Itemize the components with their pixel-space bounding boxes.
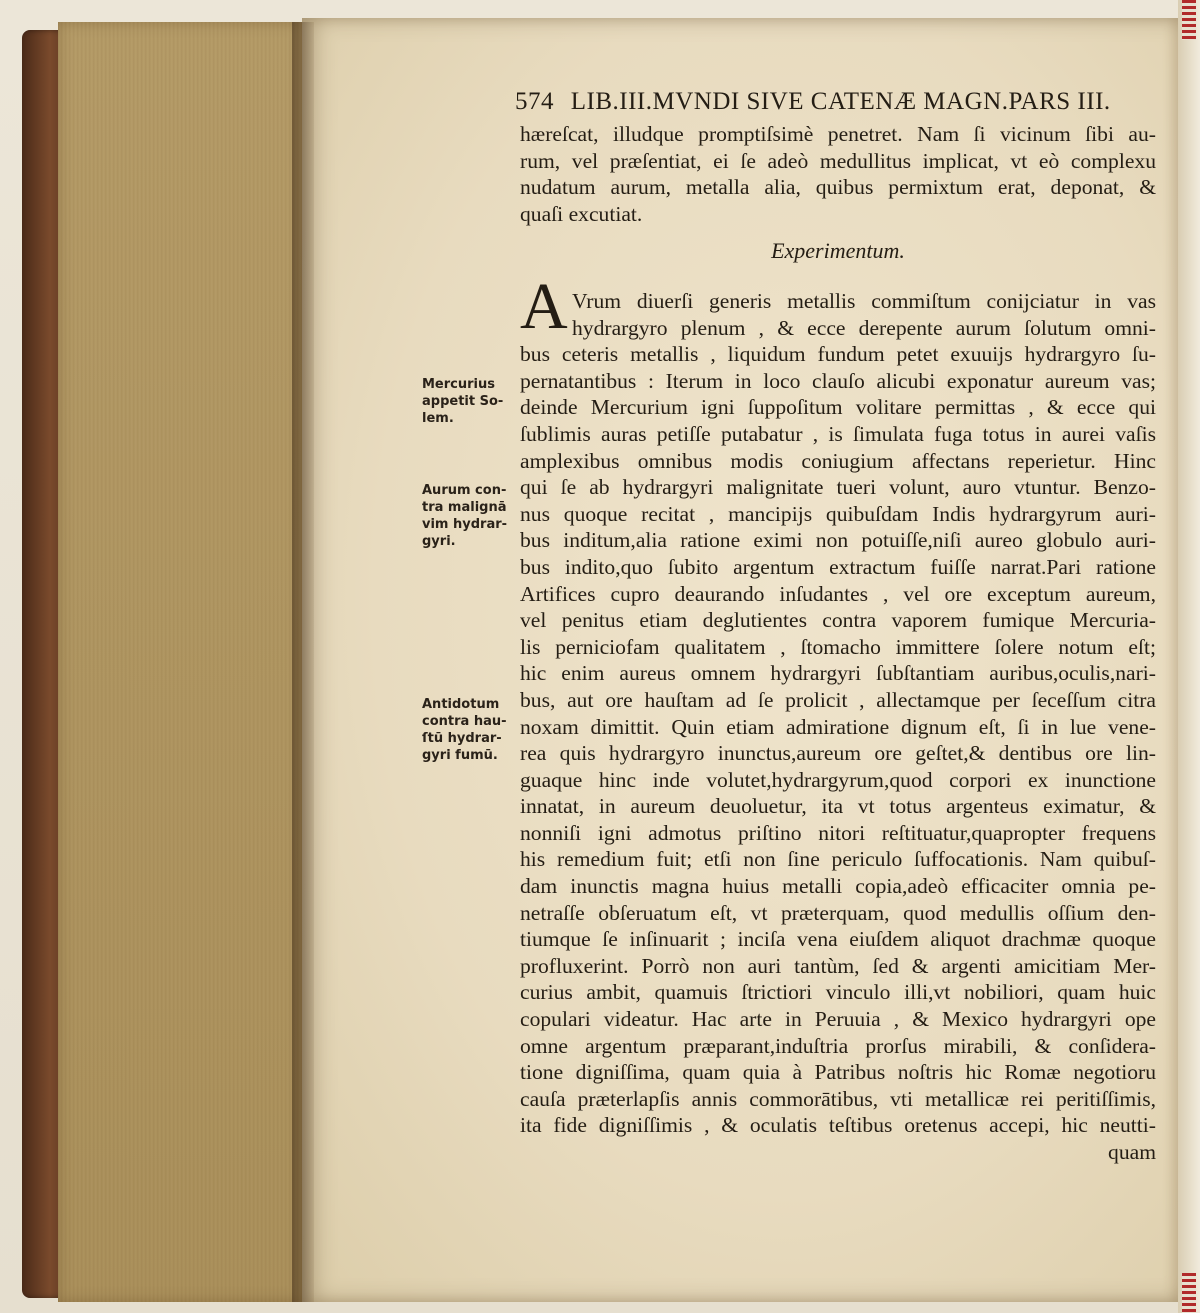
color-calibration-strip: [1182, 0, 1196, 40]
text-line: pernatantibus : Iterum in loco clauſo alicubi exponatur aureum vas;: [520, 368, 1156, 393]
text-line: rea quis hydrargyro inunctus,aureum ore geſtet,& dentibus ore lin-: [520, 741, 1156, 766]
margin-note-line: vim hydrar-: [422, 517, 508, 532]
page-edges: [58, 22, 303, 1302]
page-header: [515, 88, 1175, 116]
text-block-top: [520, 121, 1156, 227]
text-line: lis perniciofam qualitatem , ſtomacho immittere ſolere notum eſt;: [520, 634, 1156, 659]
text-line: curius ambit, quamuis ſtrictiori vinculo illi,vt nobiliori, quam huic: [520, 980, 1156, 1005]
text-block-main: [520, 288, 1156, 1166]
text-line: bus ceteris metallis , liquidum fundum petet exuuijs hydrargyro ſu-: [520, 342, 1156, 367]
margin-note-line: Antidotum: [422, 697, 500, 712]
text-line: omne argentum præparant,induſtria prorſus mirabili, & conſidera-: [520, 1033, 1156, 1058]
page-gutter: [292, 22, 314, 1302]
text-line: qui ſe ab hydrargyri malignitate tueri volunt, auro vtuntur. Benzo-: [520, 475, 1156, 500]
text-line: rum, vel præſentiat, ei ſe adeò medullitus implicat, vt eò complexu: [520, 148, 1156, 173]
text-line: hydrargyro plenum , & ecce derepente aurum ſolutum omni-: [572, 315, 1156, 340]
text-line: dam inunctis magna huius metalli copia,adeò efficaciter omnia pe-: [520, 874, 1156, 899]
text-line: quaſi excutiat.: [520, 201, 643, 226]
text-line: deinde Mercurium igni ſuppoſitum volitare permittas , & ecce qui: [520, 395, 1156, 420]
text-line: nus quoque recitat , mancipijs quibuſdam Indis hydrargyrum auri-: [520, 501, 1156, 526]
text-line: vel penitus etiam deglutientes contra vaporem fumique Mercuria-: [520, 608, 1156, 633]
margin-note: [422, 696, 518, 764]
color-calibration-strip-bottom: [1182, 1273, 1196, 1313]
text-line: Artifices cupro deaurando inſudantes , vel ore exceptum aureum,: [520, 581, 1156, 606]
text-line: tione digniſſima, quam quia à Patribus noſtris hic Romæ negotioru: [520, 1060, 1156, 1085]
margin-note-line: Mercurius: [422, 377, 495, 392]
text-line: cauſa præterlapſis annis commorātibus, vti metallicæ rei peritiſſimis,: [520, 1086, 1156, 1111]
text-line: his remedium fuit; etſi non ſine periculo ſuffocationis. Nam quibuſ-: [520, 847, 1156, 872]
text-line: amplexibus omnibus modis coniugium affectans reperietur. Hinc: [520, 448, 1156, 473]
drop-cap: A: [520, 270, 568, 343]
margin-note: [422, 376, 518, 427]
text-line: nonniſi igni admotus priſtino nitori reſtituatur,quapropter frequens: [520, 820, 1156, 845]
text-line: profluxerint. Porrò non auri tantùm, ſed & argenti amicitiam Mer-: [520, 953, 1156, 978]
text-line: ita fide digniſſimis , & oculatis teſtibus oretenus accepi, hic neutti-: [520, 1113, 1156, 1138]
section-heading: Experimentum.: [771, 238, 905, 263]
text-line: copulari videatur. Hac arte in Peruuia , & Mexico hydrargyri ope: [520, 1007, 1156, 1032]
text-line: tiumque ſe inſinuarit ; inciſa vena eiuſdem aliquot drachmæ quoque: [520, 927, 1156, 952]
text-line: bus indito,quo ſubito argentum extractum fuiſſe narrat.Pari ratione: [520, 554, 1156, 579]
text-line: hæreſcat, illudque promptiſsimè penetret. Nam ſi vicinum ſibi au-: [520, 122, 1156, 146]
page-number: 574: [515, 88, 554, 115]
text-line: noxam dimittit. Quin etiam admiratione dignum eſt, ſi in lue vene-: [520, 714, 1156, 739]
text-line: netraſſe obſeruatum eſt, vt præterquam, quod medullis oſſium den-: [520, 900, 1156, 925]
margin-note-line: lem.: [422, 411, 454, 426]
margin-note-line: gyri fumū.: [422, 748, 498, 763]
margin-note: [422, 482, 518, 550]
running-title: LIB.III.MVNDI SIVE CATENÆ MAGN.PARS III.: [570, 88, 1111, 115]
catchword: quam: [1108, 1140, 1156, 1164]
right-page-edge: [1178, 0, 1200, 1313]
text-line: ſublimis auras petiſſe putabatur , is ſimulata fuga totus in aurei vaſis: [520, 421, 1156, 446]
margin-note-line: appetit So-: [422, 394, 504, 409]
text-line: innatat, in aureum deuoluetur, ita vt totus argenteus eximatur, &: [520, 794, 1156, 819]
margin-note-line: gyri.: [422, 534, 456, 549]
text-line: Vrum diuerſi generis metallis commiſtum conijciatur in vas: [572, 289, 1156, 313]
text-line: guaque hinc inde volutet,hydrargyrum,quod corpori ex inunctione: [520, 767, 1156, 792]
margin-note-line: tra malignā: [422, 500, 507, 515]
text-line: bus, aut ore hauſtam ad ſe prolicit , allectamque per ſeceſſum citra: [520, 687, 1156, 712]
margin-note-line: contra hau-: [422, 714, 507, 729]
text-line: hic enim aureus omnem hydrargyri ſubſtantiam auribus,oculis,nari-: [520, 661, 1156, 686]
text-line: nudatum aurum, metalla alia, quibus permixtum erat, deponat, &: [520, 175, 1156, 200]
margin-note-line: Aurum con-: [422, 483, 507, 498]
text-line: bus inditum,alia ratione eximi non potuiſſe,niſi aureo globulo auri-: [520, 528, 1156, 553]
margin-note-line: ſtū hydrar-: [422, 731, 502, 746]
